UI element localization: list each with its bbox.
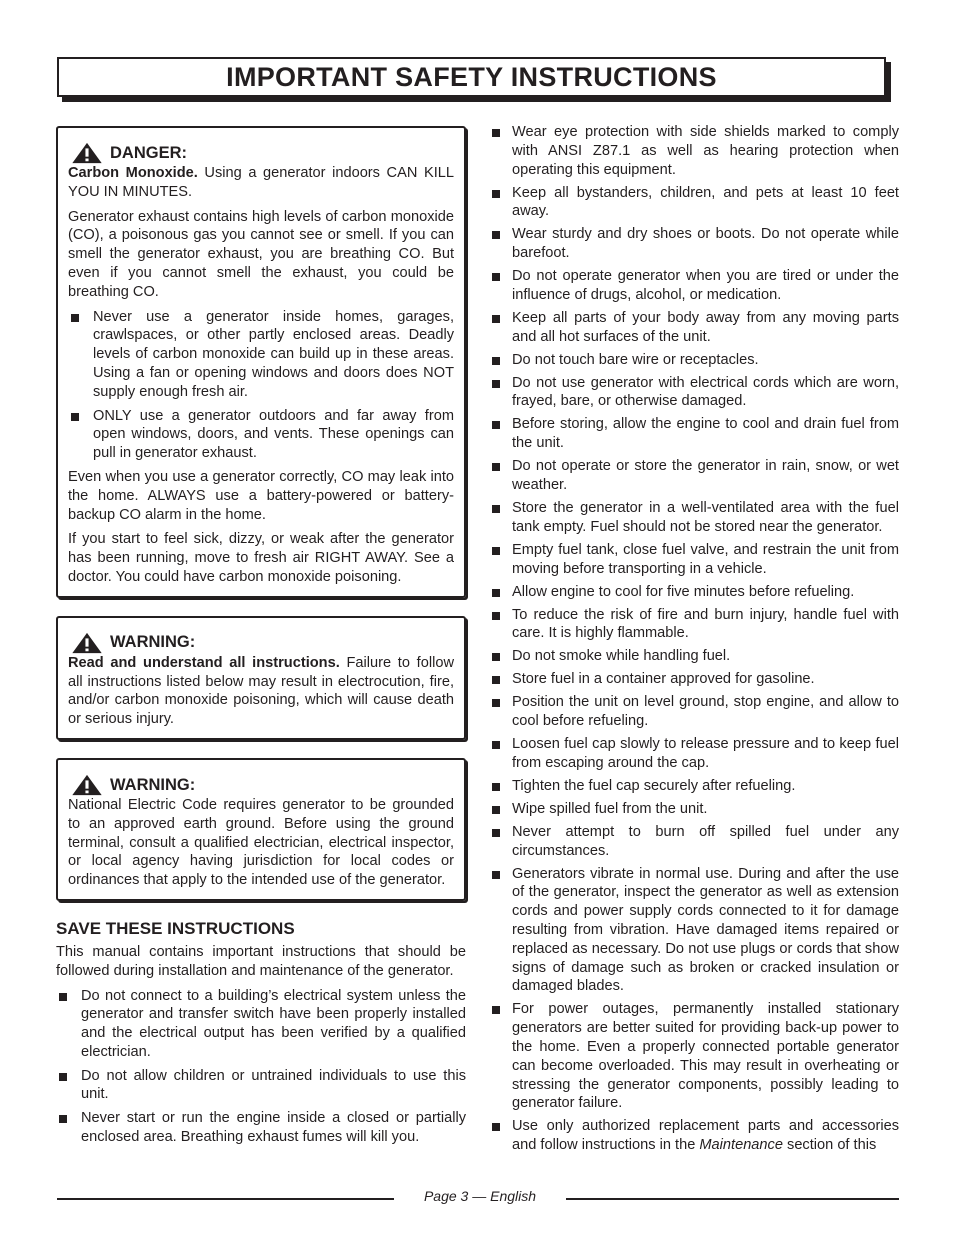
right-column: [491, 123, 899, 1159]
list-item: Do not allow children or untrained individuals to use this unit.: [56, 1067, 466, 1105]
list-item: Wear sturdy and dry shoes or boots. Do not operate while barefoot.: [491, 225, 899, 263]
maintenance-link-text: Maintenance: [699, 1137, 783, 1154]
danger-signal-word: DANGER:: [110, 143, 187, 162]
danger-paragraph-3: If you start to feel sick, dizzy, or weak after the generator has been running, move to fresh air RIGHT AWAY. See a doctor. You could have carbon monoxide poisoning.: [68, 531, 454, 585]
page-footer: [57, 1188, 899, 1208]
list-item: Keep all parts of your body away from any moving parts and all hot surfaces of the unit.: [491, 309, 899, 347]
list-item: Do not touch bare wire or receptacles.: [491, 351, 899, 370]
list-item: Store fuel in a container approved for gasoline.: [491, 670, 899, 689]
right-bullet-list: [491, 123, 899, 1155]
danger-heading: [68, 142, 454, 164]
list-item: Empty fuel tank, close fuel valve, and restrain the unit from moving before transporting in a vehicle.: [491, 541, 899, 579]
footer-rule-right: [566, 1198, 899, 1200]
list-item: Never start or run the engine inside a closed or partially enclosed area. Breathing exhaust fumes will kill you.: [56, 1109, 466, 1147]
list-item: Do not use generator with electrical cords which are worn, frayed, bare, or otherwise damaged.: [491, 374, 899, 412]
list-item: Loosen fuel cap slowly to release pressure and to keep fuel from escaping around the cap.: [491, 735, 899, 773]
danger-lead-text: Using a generator indoors CAN KILL YOU IN MINUTES.: [68, 165, 454, 200]
warning-triangle-icon: [70, 632, 104, 654]
warning-triangle-icon: [70, 142, 104, 164]
list-item: To reduce the risk of fire and burn injury, handle fuel with care. It is highly flammable.: [491, 606, 899, 644]
danger-bullet-list: [68, 308, 454, 463]
list-item: For power outages, permanently installed stationary generators are better suited for providing back-up power to the home. Even a properly connected portable generator can become overloaded. This may result in overheating or stressing the generator components, possibly leading to generator failure.: [491, 1000, 899, 1113]
page-title: IMPORTANT SAFETY INSTRUCTIONS: [226, 61, 717, 92]
save-bullet-list: [56, 987, 466, 1147]
save-intro: This manual contains important instructions that should be followed during installation and maintenance of the generator.: [56, 943, 466, 979]
danger-lead-bold: Carbon Monoxide.: [68, 165, 198, 181]
title-box: [57, 57, 886, 97]
list-item: Never use a generator inside homes, garages, crawlspaces, or other partly enclosed areas. Deadly levels of carbon monoxide can build up in these areas. Using a fan or opening windows and doors does NOT supply enough fresh air.: [68, 308, 454, 402]
left-column: [56, 126, 466, 1152]
maintenance-text-before: Use only authorized replacement parts and accessories and follow instructions in the: [512, 1118, 899, 1154]
footer-rule-left: [57, 1198, 394, 1200]
list-item: Generators vibrate in normal use. During and after the use of the generator, inspect the generator as well as extension cords and power supply cords connected to it for damage resulting from vibration. Have damaged items repaired or replaced as necessary. Do not use plugs or cords that show signs of damage such as broken or cracked insulation or damaged blades.: [491, 865, 899, 997]
list-item: Do not connect to a building’s electrical system unless the generator and transfer switch have been properly installed and the electrical output has been verified by a qualified electrician.: [56, 987, 466, 1062]
save-instructions-heading: SAVE THESE INSTRUCTIONS: [56, 918, 295, 938]
list-item: Tighten the fuel cap securely after refueling.: [491, 777, 899, 796]
warning-box-instructions: [56, 616, 466, 740]
list-item: Do not smoke while handling fuel.: [491, 647, 899, 666]
list-item: Do not operate or store the generator in rain, snow, or wet weather.: [491, 457, 899, 495]
list-item: Never attempt to burn off spilled fuel under any circumstances.: [491, 823, 899, 861]
warning-grounding-text: National Electric Code requires generator to be grounded to an approved earth ground. Before using the ground terminal, consult a qualified electrician, electrical inspector, or local agency having jurisdiction for local codes or ordinances that apply to the intended use of the generator.: [68, 796, 454, 889]
list-item: Do not operate generator when you are tired or under the influence of drugs, alcohol, or medication.: [491, 267, 899, 305]
list-item: Position the unit on level ground, stop engine, and allow to cool before refueling.: [491, 693, 899, 731]
warning-signal-word: WARNING:: [110, 633, 196, 652]
list-item: Store the generator in a well-ventilated area with the fuel tank empty. Fuel should not be stored near the generator.: [491, 499, 899, 537]
warning-signal-word: WARNING:: [110, 775, 196, 794]
warning-triangle-icon: [70, 774, 104, 796]
warning-lead-bold: Read and understand all instructions.: [68, 654, 340, 671]
list-item: Wipe spilled fuel from the unit.: [491, 800, 899, 819]
list-item: [491, 1117, 899, 1155]
page-number: Page 3 — English: [423, 1188, 537, 1204]
maintenance-text-after: section of this: [782, 1137, 877, 1154]
list-item: Keep all bystanders, children, and pets at least 10 feet away.: [491, 184, 899, 222]
warning-lead-text: Failure to follow all instructions listed below may result in electrocution, fire, and/or carbon monoxide poisoning, which will cause death or serious injury.: [68, 654, 454, 728]
warning-text: [68, 654, 454, 729]
warning-heading: [68, 632, 454, 654]
danger-box: [56, 126, 466, 598]
warning-box-grounding: [56, 758, 466, 901]
list-item: Allow engine to cool for five minutes before refueling.: [491, 583, 899, 602]
danger-paragraph-2: Even when you use a generator correctly, CO may leak into the home. ALWAYS use a battery-powered or battery-backup CO alarm in the home.: [68, 468, 454, 523]
list-item: Before storing, allow the engine to cool and drain fuel from the unit.: [491, 415, 899, 453]
danger-lead: [68, 164, 454, 202]
list-item: Wear eye protection with side shields marked to comply with ANSI Z87.1 as well as hearing protection when operating this equipment.: [491, 123, 899, 179]
warning-heading: [68, 774, 454, 796]
list-item: ONLY use a generator outdoors and far away from open windows, doors, and vents. These openings can pull in generator exhaust.: [68, 407, 454, 463]
danger-paragraph-1: Generator exhaust contains high levels of carbon monoxide (CO), a poisonous gas you cannot see or smell. If you can smell the generator exhaust, you are breathing CO. But even if you cannot smell the exhaust, you could be breathing CO.: [68, 208, 454, 300]
